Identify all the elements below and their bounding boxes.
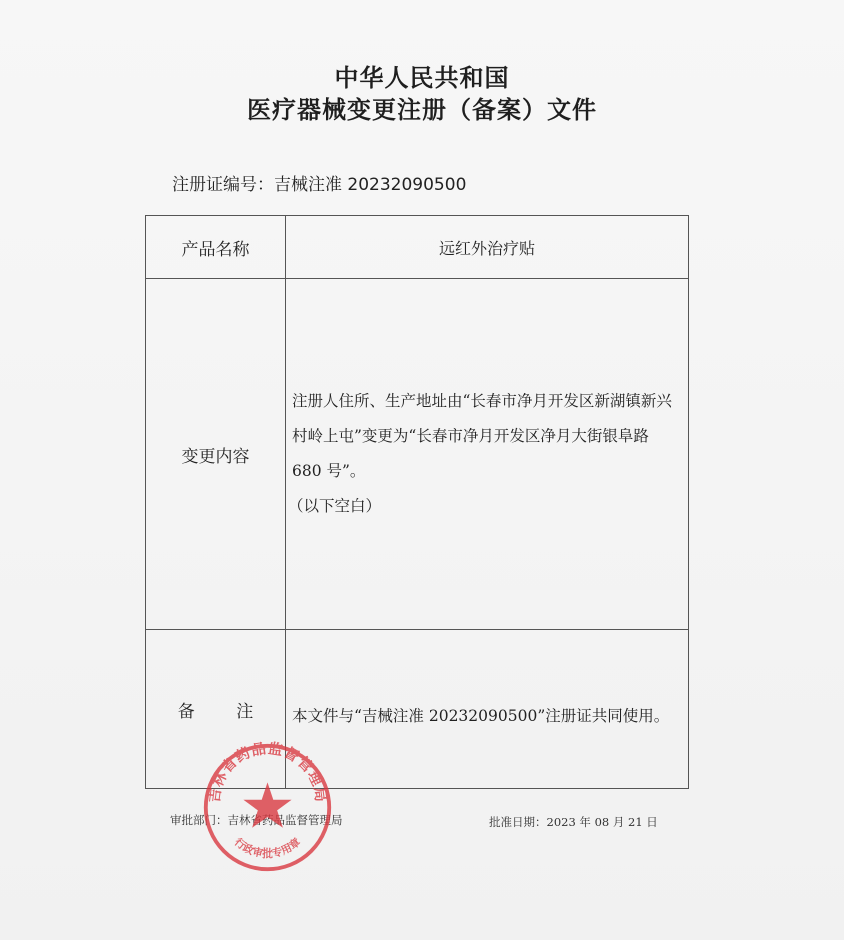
product-name-value: 远红外治疗贴 xyxy=(286,216,689,279)
approval-date-value: 2023 年 08 月 21 日 xyxy=(546,815,658,829)
table-row-change xyxy=(146,279,689,630)
seal-star-icon xyxy=(243,782,291,827)
approval-department-value: 吉林省药品监督管理局 xyxy=(227,813,343,827)
document-title-line2: 医疗器械变更注册（备案）文件 xyxy=(247,96,597,124)
approval-date xyxy=(489,814,658,830)
blank-below-note: （以下空白） xyxy=(288,497,382,515)
approval-department-label: 审批部门： xyxy=(170,813,228,827)
official-seal-stamp xyxy=(200,740,335,875)
change-content-label: 变更内容 xyxy=(146,279,286,630)
change-registration-table xyxy=(145,215,689,789)
product-name-label: 产品名称 xyxy=(146,216,286,279)
change-content-cell xyxy=(286,279,689,630)
svg-text:行政审批专用章 xyxy=(232,835,303,860)
seal-top-text: 吉林省药品监督管理局 xyxy=(206,741,329,804)
document-title-line1: 中华人民共和国 xyxy=(334,64,510,92)
seal-bottom-text: 行政审批专用章 xyxy=(232,836,303,861)
remark-label: 备 注 xyxy=(177,701,272,722)
remark-cell xyxy=(286,630,689,789)
registration-number xyxy=(172,170,466,195)
registration-number-label: 注册证编号： xyxy=(172,175,274,195)
change-content-text: 注册人住所、生产地址由“长春市净月开发区新湖镇新兴村岭上屯”变更为“长春市净月开发区净月大街银阜路 680 号”。 xyxy=(292,392,672,480)
table-row-product xyxy=(146,216,689,279)
approval-date-label: 批准日期： xyxy=(489,815,547,829)
remark-text: 本文件与“吉械注准 20232090500”注册证共同使用。 xyxy=(292,707,670,725)
registration-number-value: 吉械注准 20232090500 xyxy=(274,175,467,195)
